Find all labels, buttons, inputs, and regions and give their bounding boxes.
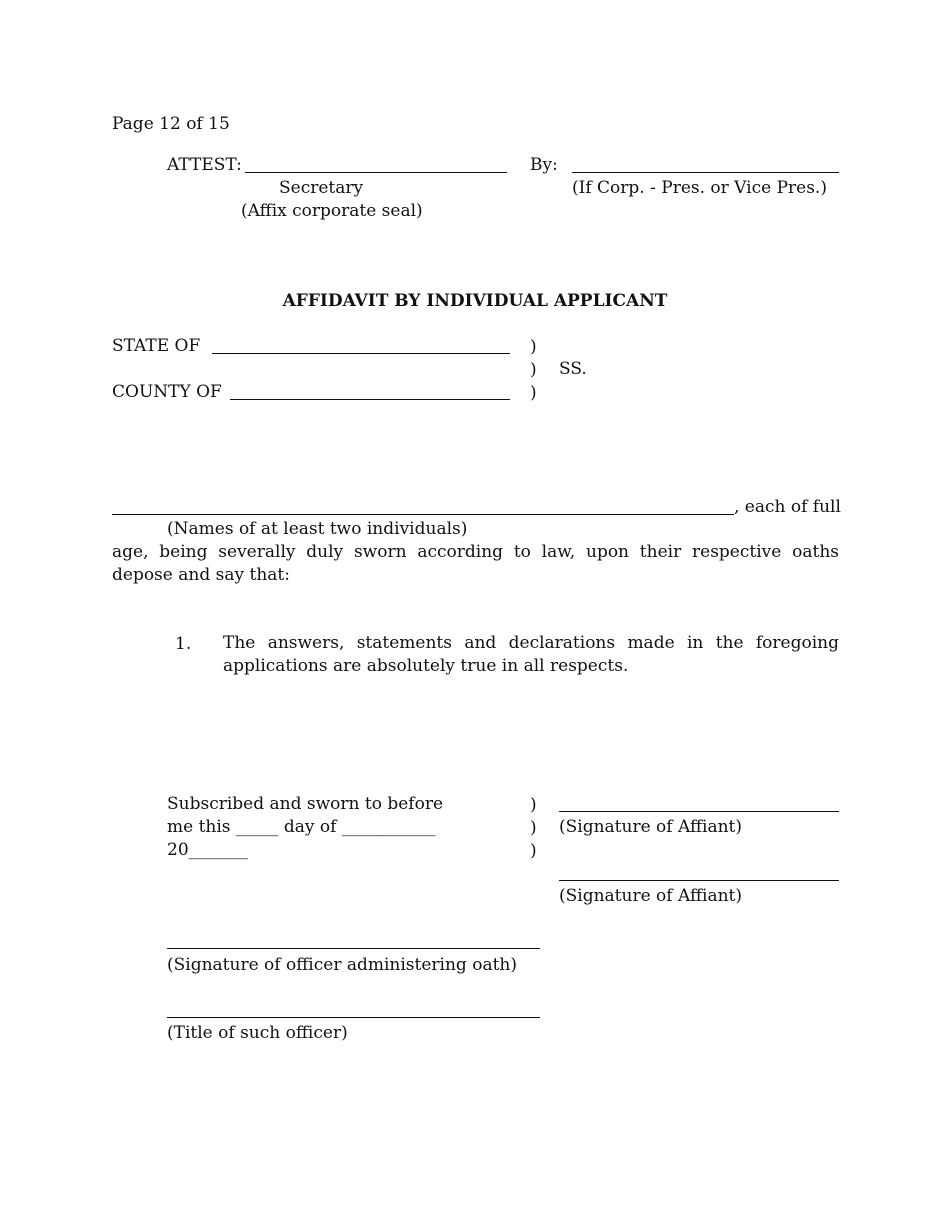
venue-paren-3: ) bbox=[530, 383, 537, 403]
sworn-line-1: Subscribed and sworn to before bbox=[167, 794, 444, 814]
ss-label: SS. bbox=[559, 359, 587, 379]
sworn-paren-1: ) bbox=[530, 795, 537, 815]
sworn-paren-3: ) bbox=[530, 841, 537, 861]
affiant-signature-line-1[interactable] bbox=[559, 811, 839, 812]
county-label: COUNTY OF bbox=[112, 382, 222, 402]
corporate-seal-caption: (Affix corporate seal) bbox=[241, 201, 423, 221]
state-label: STATE OF bbox=[112, 336, 201, 356]
attest-label: ATTEST: bbox=[167, 155, 242, 175]
affiant-signature-line-2[interactable] bbox=[559, 880, 839, 881]
venue-paren-1: ) bbox=[530, 337, 537, 357]
sworn-line-3: 20_______ bbox=[167, 840, 249, 860]
officer-caption: (Signature of officer administering oath) bbox=[167, 955, 518, 975]
venue-paren-2: ) bbox=[530, 360, 537, 380]
item-number: 1. bbox=[175, 634, 192, 654]
each-of-full-text: , each of full bbox=[734, 497, 841, 517]
sworn-paren-2: ) bbox=[530, 818, 537, 838]
officer-title-caption: (Title of such officer) bbox=[167, 1023, 348, 1043]
affiant-caption-1: (Signature of Affiant) bbox=[559, 817, 743, 837]
by-label: By: bbox=[530, 155, 558, 175]
sworn-line-2: me this _____ day of ___________ bbox=[167, 817, 436, 837]
secretary-caption: Secretary bbox=[279, 178, 364, 198]
item-text: The answers, statements and declarations made in the foregoing applications are absolutely true in all respects. bbox=[223, 633, 839, 676]
attest-signature-line[interactable] bbox=[245, 172, 507, 173]
page-number: Page 12 of 15 bbox=[112, 114, 230, 134]
affidavit-body-paragraph: age, being severally duly sworn according to law, upon their respective oaths depose and say that: bbox=[112, 542, 839, 585]
individual-names-field[interactable] bbox=[112, 514, 734, 515]
names-caption: (Names of at least two individuals) bbox=[167, 519, 468, 539]
county-field[interactable] bbox=[230, 399, 510, 400]
state-field[interactable] bbox=[212, 353, 510, 354]
affiant-caption-2: (Signature of Affiant) bbox=[559, 886, 743, 906]
officer-title-line[interactable] bbox=[167, 1017, 540, 1018]
officer-signature-line[interactable] bbox=[167, 948, 540, 949]
corp-officer-caption: (If Corp. - Pres. or Vice Pres.) bbox=[572, 178, 827, 198]
by-signature-line[interactable] bbox=[572, 172, 839, 173]
affidavit-title: AFFIDAVIT BY INDIVIDUAL APPLICANT bbox=[282, 291, 668, 311]
